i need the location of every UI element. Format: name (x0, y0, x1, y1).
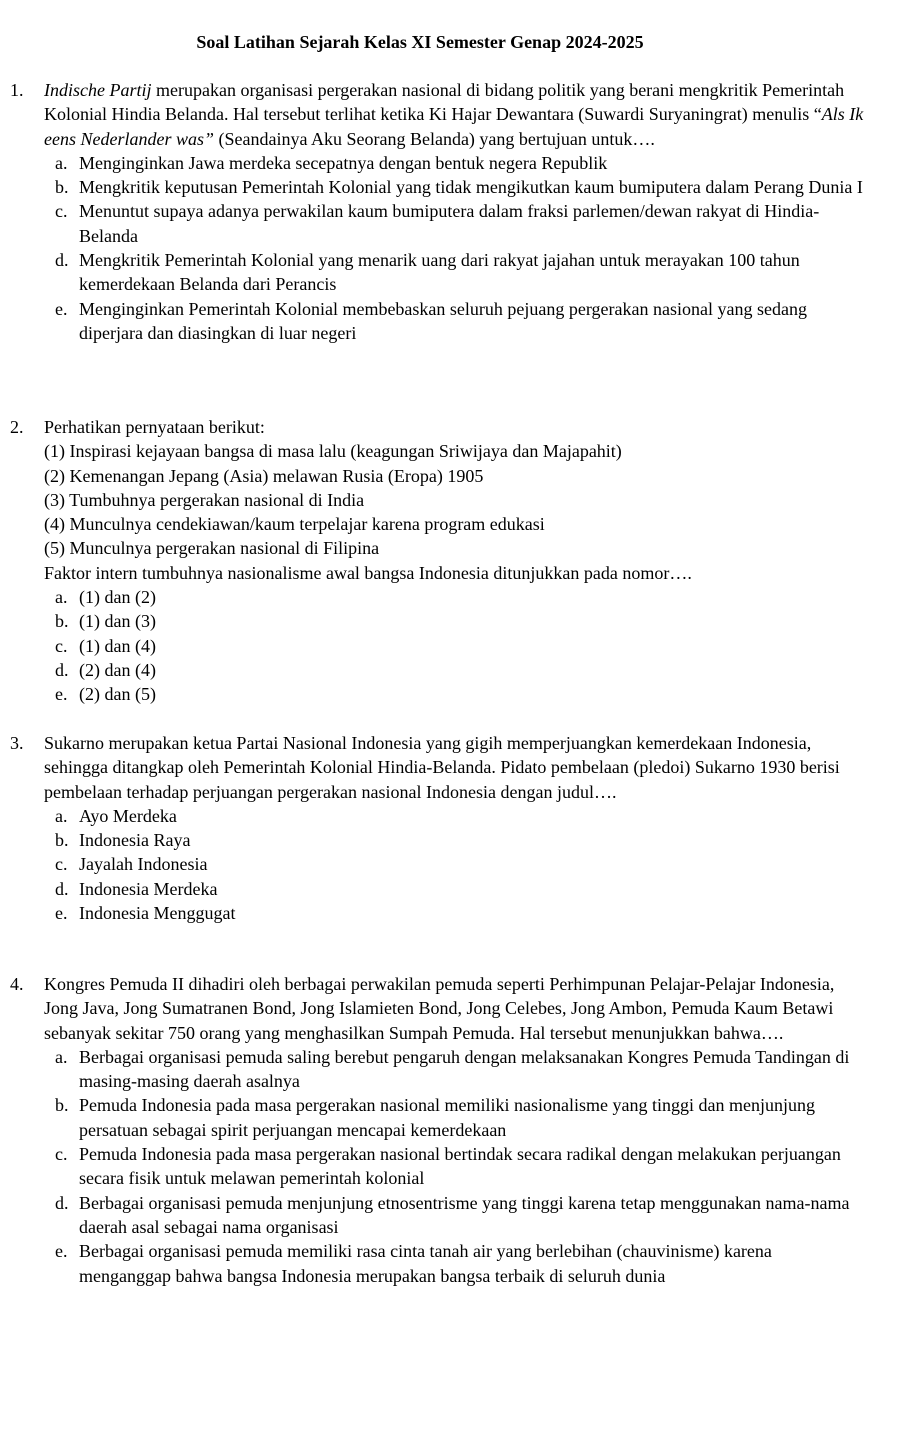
question-1 (10, 78, 865, 345)
option-c[interactable] (44, 1142, 864, 1191)
option-text: Menuntut supaya adanya perwakilan kaum bumiputera dalam fraksi parlemen/dewan rakyat di Hindia-Belanda (79, 201, 820, 246)
option-letter: e. (55, 684, 68, 705)
option-b[interactable] (44, 609, 864, 633)
option-a[interactable] (44, 804, 864, 828)
option-letter: c. (55, 635, 68, 656)
option-letter: c. (55, 201, 68, 222)
options-list (44, 151, 864, 345)
option-letter: b. (55, 611, 69, 632)
options-list (44, 585, 864, 706)
question-stem: Kongres Pemuda II dihadiri oleh berbagai perwakilan pemuda seperti Perhimpunan Pelajar-Pelajar Indonesia, Jong Java, Jong Sumatranen Bond, Jong Islamieten Bond, Jong Celebes, Jong Ambon, Pemuda Kaum Betawi sebanyak sekitar 750 orang yang menghasilkan Sumpah Pemuda. Hal tersebut menunjukkan bahwa…. (44, 974, 835, 1043)
option-text: (1) dan (2) (79, 587, 156, 608)
option-letter: e. (55, 298, 68, 319)
option-text: Indonesia Raya (79, 830, 191, 851)
question-body (44, 972, 864, 1288)
option-b[interactable] (44, 828, 864, 852)
statement-2: (2) Kemenangan Jepang (Asia) melawan Rusia (Eropa) 1905 (44, 465, 484, 486)
option-letter: a. (55, 152, 68, 173)
option-text: (1) dan (3) (79, 611, 156, 632)
statement-1: (1) Inspirasi kejayaan bangsa di masa lalu (keagungan Sriwijaya dan Majapahit) (44, 441, 622, 462)
option-a[interactable] (44, 1045, 864, 1094)
question-2 (10, 415, 865, 707)
statement-4: (4) Munculnya cendekiawan/kaum terpelajar karena program edukasi (44, 514, 545, 535)
options-list (44, 1045, 864, 1288)
option-letter: b. (55, 830, 69, 851)
option-d[interactable] (44, 1191, 864, 1240)
option-text: (2) dan (5) (79, 684, 156, 705)
option-text: Indonesia Menggugat (79, 903, 236, 924)
option-text: Jayalah Indonesia (79, 854, 208, 875)
option-e[interactable] (44, 901, 864, 925)
option-e[interactable] (44, 682, 864, 706)
stem-italic-term: Indische Partij (44, 80, 152, 100)
option-text: Mengkritik Pemerintah Kolonial yang menarik uang dari rakyat jajahan untuk merayakan 100 tahun kemerdekaan Belanda dari Perancis (79, 250, 800, 295)
question-body (44, 78, 864, 345)
question-4 (10, 972, 865, 1288)
stem-italic-title: Als Ik eens Nederlander was” (44, 104, 864, 149)
option-text: Pemuda Indonesia pada masa pergerakan nasional bertindak secara radikal dengan melakukan perjuangan secara fisik untuk melawan pemerintah kolonial (79, 1144, 841, 1189)
option-text: (2) dan (4) (79, 659, 156, 680)
option-text: Berbagai organisasi pemuda saling berebut pengaruh dengan melaksanakan Kongres Pemuda Tandingan di masing-masing daerah asalnya (79, 1046, 850, 1092)
option-c[interactable] (44, 199, 864, 248)
option-text: (1) dan (4) (79, 635, 156, 656)
option-letter: e. (55, 1241, 68, 1262)
option-text: Menginginkan Jawa merdeka secepatnya dengan bentuk negera Republik (79, 152, 608, 173)
options-list (44, 804, 864, 925)
option-letter: a. (55, 805, 68, 826)
option-d[interactable] (44, 248, 864, 297)
option-letter: b. (55, 177, 69, 198)
option-letter: d. (55, 659, 69, 680)
question-stem: Sukarno merupakan ketua Partai Nasional Indonesia yang gigih memperjuangkan kemerdekaan Indonesia, sehingga ditangkap oleh Pemerintah Kolonial Hindia-Belanda. Pidato pembelaan (pledoi) Sukarno 1930 berisi pembelaan terhadap perjuangan pergerakan nasional Indonesia dengan judul…. (44, 733, 840, 802)
option-e[interactable] (44, 1239, 864, 1288)
option-e[interactable] (44, 297, 864, 346)
question-body (44, 415, 864, 707)
question-stem (44, 78, 864, 151)
option-letter: d. (55, 250, 69, 271)
option-c[interactable] (44, 634, 864, 658)
option-letter: b. (55, 1095, 69, 1116)
option-a[interactable] (44, 151, 864, 175)
option-b[interactable] (44, 175, 864, 199)
option-text: Pemuda Indonesia pada masa pergerakan nasional memiliki nasionalisme yang tinggi dan menjunjung persatuan sebagai spirit perjuangan mencapai kemerdekaan (79, 1095, 815, 1140)
question-3 (10, 731, 865, 925)
option-text: Mengkritik keputusan Pemerintah Kolonial yang tidak mengikutkan kaum bumiputera dalam Perang Dunia I (79, 177, 863, 198)
stem-text: (Seandainya Aku Seorang Belanda) yang bertujuan untuk…. (214, 128, 655, 149)
statement-3: (3) Tumbuhnya pergerakan nasional di India (44, 489, 365, 510)
option-letter: e. (55, 903, 68, 924)
option-d[interactable] (44, 658, 864, 682)
option-text: Ayo Merdeka (79, 805, 177, 826)
option-letter: a. (55, 587, 68, 608)
option-b[interactable] (44, 1093, 864, 1142)
option-letter: c. (55, 854, 68, 875)
question-stem: Faktor intern tumbuhnya nasionalisme awal bangsa Indonesia ditunjukkan pada nomor…. (44, 562, 692, 583)
option-letter: a. (55, 1046, 68, 1067)
question-number: 1. (10, 80, 24, 100)
option-letter: d. (55, 878, 69, 899)
stem-text: merupakan organisasi pergerakan nasional di bidang politik yang berani mengkritik Pemerintah Kolonial Hindia Belanda. Hal tersebut terlihat ketika Ki Hajar Dewantara (Suwardi Suryaningrat) menulis “ (44, 80, 845, 125)
question-number: 4. (10, 974, 24, 994)
option-a[interactable] (44, 585, 864, 609)
question-body (44, 731, 864, 925)
option-c[interactable] (44, 852, 864, 876)
question-number: 3. (10, 733, 24, 753)
option-d[interactable] (44, 877, 864, 901)
option-text: Menginginkan Pemerintah Kolonial membebaskan seluruh pejuang pergerakan nasional yang sedang diperjara dan diasingkan di luar negeri (79, 298, 807, 343)
option-letter: d. (55, 1192, 69, 1213)
statement-5: (5) Munculnya pergerakan nasional di Filipina (44, 538, 380, 559)
question-intro: Perhatikan pernyataan berikut: (44, 417, 265, 437)
option-text: Berbagai organisasi pemuda memiliki rasa cinta tanah air yang berlebihan (chauvinisme) karena menganggap bahwa bangsa Indonesia merupakan bangsa terbaik di seluruh dunia (79, 1241, 772, 1286)
question-number: 2. (10, 417, 24, 437)
option-text: Berbagai organisasi pemuda menjunjung etnosentrisme yang tinggi karena tetap menggunakan nama-nama daerah asal sebagai nama organisasi (79, 1192, 850, 1237)
document-title: Soal Latihan Sejarah Kelas XI Semester Genap 2024-2025 (196, 32, 644, 52)
option-letter: c. (55, 1144, 68, 1165)
option-text: Indonesia Merdeka (79, 878, 218, 899)
